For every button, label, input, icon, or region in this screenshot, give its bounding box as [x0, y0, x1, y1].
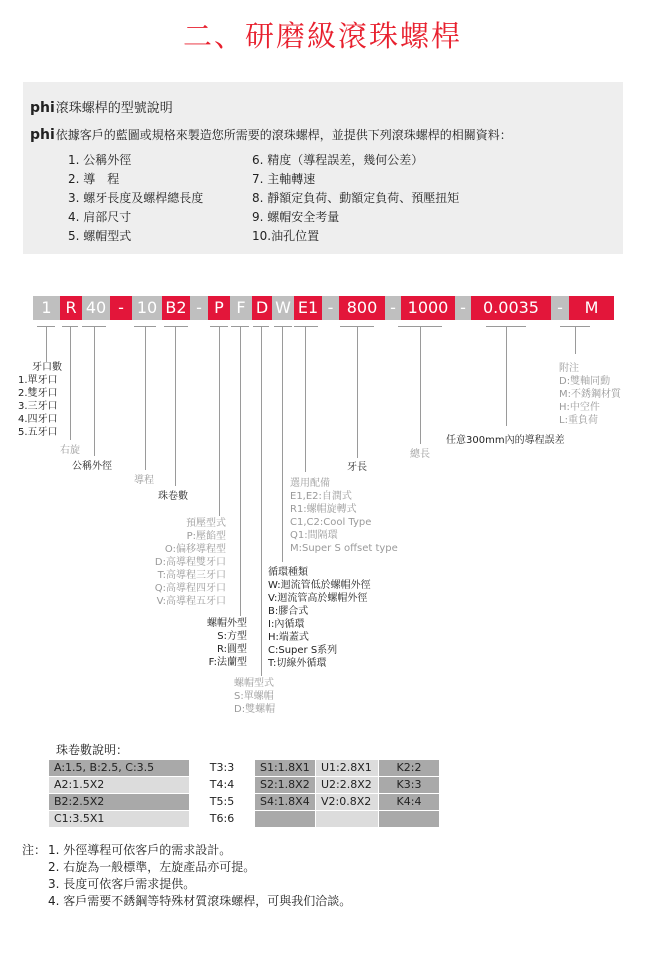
table-cell: K2:2	[379, 760, 440, 777]
note-item: 1. 外徑導程可依客戶的需求設計。	[48, 843, 232, 857]
code-segment: 40	[82, 296, 110, 320]
table-cell: T6:6	[190, 811, 255, 828]
right-hand-label: 右旋	[60, 445, 80, 456]
thread-length-label: 牙長	[347, 462, 367, 473]
info-item: 9. 螺帽安全考量	[252, 210, 340, 224]
info-item: 6. 精度（導程誤差，幾何公差）	[252, 153, 424, 167]
lead-error-label: 任意300mm內的導程誤差	[446, 435, 565, 446]
table-row	[49, 777, 440, 794]
remarks-list: 附注 D:雙軸同動 M:不銹鋼材質 H:中空件 L:重負荷	[559, 363, 621, 426]
notes-prefix: 注：	[22, 843, 47, 857]
info-list-right	[252, 151, 459, 246]
circuit-table	[48, 759, 440, 828]
table-cell: S1:1.8X1	[255, 760, 316, 777]
table-cell: U2:2.8X2	[316, 777, 379, 794]
code-segment: -	[551, 296, 569, 320]
code-segment: E1	[294, 296, 322, 320]
table-cell	[316, 811, 379, 828]
connector-line	[219, 326, 220, 516]
code-segment: -	[385, 296, 401, 320]
note-item: 3. 長度可依客戶需求提供。	[48, 877, 196, 891]
phi-logo: phi	[30, 127, 55, 143]
info-heading: phi滾珠螺桿的型號說明	[30, 100, 173, 116]
code-segment: M	[569, 296, 614, 320]
table-row	[49, 760, 440, 777]
info-item: 4. 肩部尺寸	[68, 210, 132, 224]
info-item: 5. 螺帽型式	[68, 229, 132, 243]
table-cell	[255, 811, 316, 828]
connector-line	[240, 326, 241, 616]
lead-label: 導程	[134, 475, 154, 486]
table-cell: K3:3	[379, 777, 440, 794]
info-item: 7. 主軸轉速	[252, 172, 316, 186]
nut-type-list: 螺帽型式 S:單螺帽 D:雙螺帽	[234, 678, 276, 715]
total-length-label: 總長	[410, 449, 430, 460]
nominal-od-label: 公稱外徑	[72, 461, 112, 472]
connector-line	[294, 326, 318, 327]
connector-line	[506, 326, 507, 426]
preload-type-list: 預壓型式 P:壓餡型 O:偏移導程型 D:高導程雙牙口 T:高導程三牙口 Q:高導程四牙口 V:高導程五牙口	[154, 518, 226, 607]
table-row	[49, 794, 440, 811]
code-segment: P	[208, 296, 230, 320]
table-cell: B2:2.5X2	[49, 794, 190, 811]
table-cell: U1:2.8X1	[316, 760, 379, 777]
code-segment: -	[322, 296, 339, 320]
note-item: 4. 客戶需要不銹鋼等特殊材質滾珠螺桿，可與我们洽談。	[48, 894, 352, 908]
info-request: phi依據客戶的藍圖或規格來製造您所需要的滾珠螺桿，並提供下列滾珠螺桿的相關資料：	[30, 127, 512, 143]
table-cell: T5:5	[190, 794, 255, 811]
accessories-list: 選用配備 E1,E2:自潤式 R1:螺帽旋轉式 C1,C2:Cool Type Q1:間隔環 M:Super S offset type	[290, 478, 398, 554]
connector-line	[575, 326, 576, 354]
connector-line	[261, 326, 262, 676]
info-item: 2. 導 程	[68, 172, 120, 186]
code-segment: 0.0035	[471, 296, 551, 320]
notes-list	[48, 842, 351, 910]
code-segment: 10	[132, 296, 162, 320]
connector-line	[357, 326, 358, 458]
table-cell	[379, 811, 440, 828]
table-cell: A:1.5, B:2.5, C:3.5	[49, 760, 190, 777]
code-segment: 800	[339, 296, 385, 320]
connector-line	[305, 326, 306, 472]
code-segment: F	[230, 296, 252, 320]
code-segment: B2	[162, 296, 190, 320]
model-code-bar	[33, 296, 614, 320]
thread-count-options: 1.單牙口 2.雙牙口 3.三牙口 4.四牙口 5.五牙口	[18, 375, 58, 438]
connector-line	[175, 326, 176, 486]
table-cell: T3:3	[190, 760, 255, 777]
code-segment: W	[272, 296, 294, 320]
table-cell: S4:1.8X4	[255, 794, 316, 811]
code-segment: R	[60, 296, 82, 320]
connector-line	[145, 326, 146, 470]
circulation-type-list: 循環種類 W:迴流管低於螺帽外徑 V:迴流管高於螺帽外徑 B:膠合式 I:內循環 H:端蓋式 C:Super S系列 T:切線外循環	[268, 567, 371, 669]
circuit-table-title: 珠卷數說明：	[56, 743, 129, 757]
code-segment: 1	[33, 296, 60, 320]
code-segment: 1000	[401, 296, 455, 320]
info-item: 1. 公稱外徑	[68, 153, 132, 167]
table-cell: K4:4	[379, 794, 440, 811]
table-cell: A2:1.5X2	[49, 777, 190, 794]
info-list-left	[68, 151, 203, 246]
thread-count-label: 牙口數	[32, 362, 62, 373]
table-cell: T4:4	[190, 777, 255, 794]
code-segment: -	[455, 296, 471, 320]
connector-line	[70, 326, 71, 440]
connector-line	[420, 326, 421, 444]
connector-line	[282, 326, 283, 562]
page-title: 二、研磨級滾珠螺桿	[182, 19, 462, 53]
table-cell: S2:1.8X2	[255, 777, 316, 794]
phi-logo: phi	[30, 100, 55, 116]
note-item: 2. 右旋為一般標準，左旋產品亦可提。	[48, 860, 256, 874]
code-segment: -	[190, 296, 208, 320]
table-row	[49, 811, 440, 828]
table-cell: C1:3.5X1	[49, 811, 190, 828]
info-item: 3. 螺牙長度及螺桿總長度	[68, 191, 204, 205]
nut-shape-list: 螺帽外型 S:方型 R:圓型 F:法蘭型	[207, 618, 247, 668]
connector-line	[94, 326, 95, 456]
table-cell: V2:0.8X2	[316, 794, 379, 811]
connector-line	[164, 326, 188, 327]
code-segment: D	[252, 296, 272, 320]
code-segment: -	[110, 296, 132, 320]
info-item: 8. 靜額定負荷、動額定負荷、預壓扭矩	[252, 191, 460, 205]
info-item: 10.油孔位置	[252, 229, 320, 243]
connector-line	[46, 326, 47, 362]
connector-line	[274, 326, 292, 327]
circuits-label: 珠卷數	[158, 491, 188, 502]
